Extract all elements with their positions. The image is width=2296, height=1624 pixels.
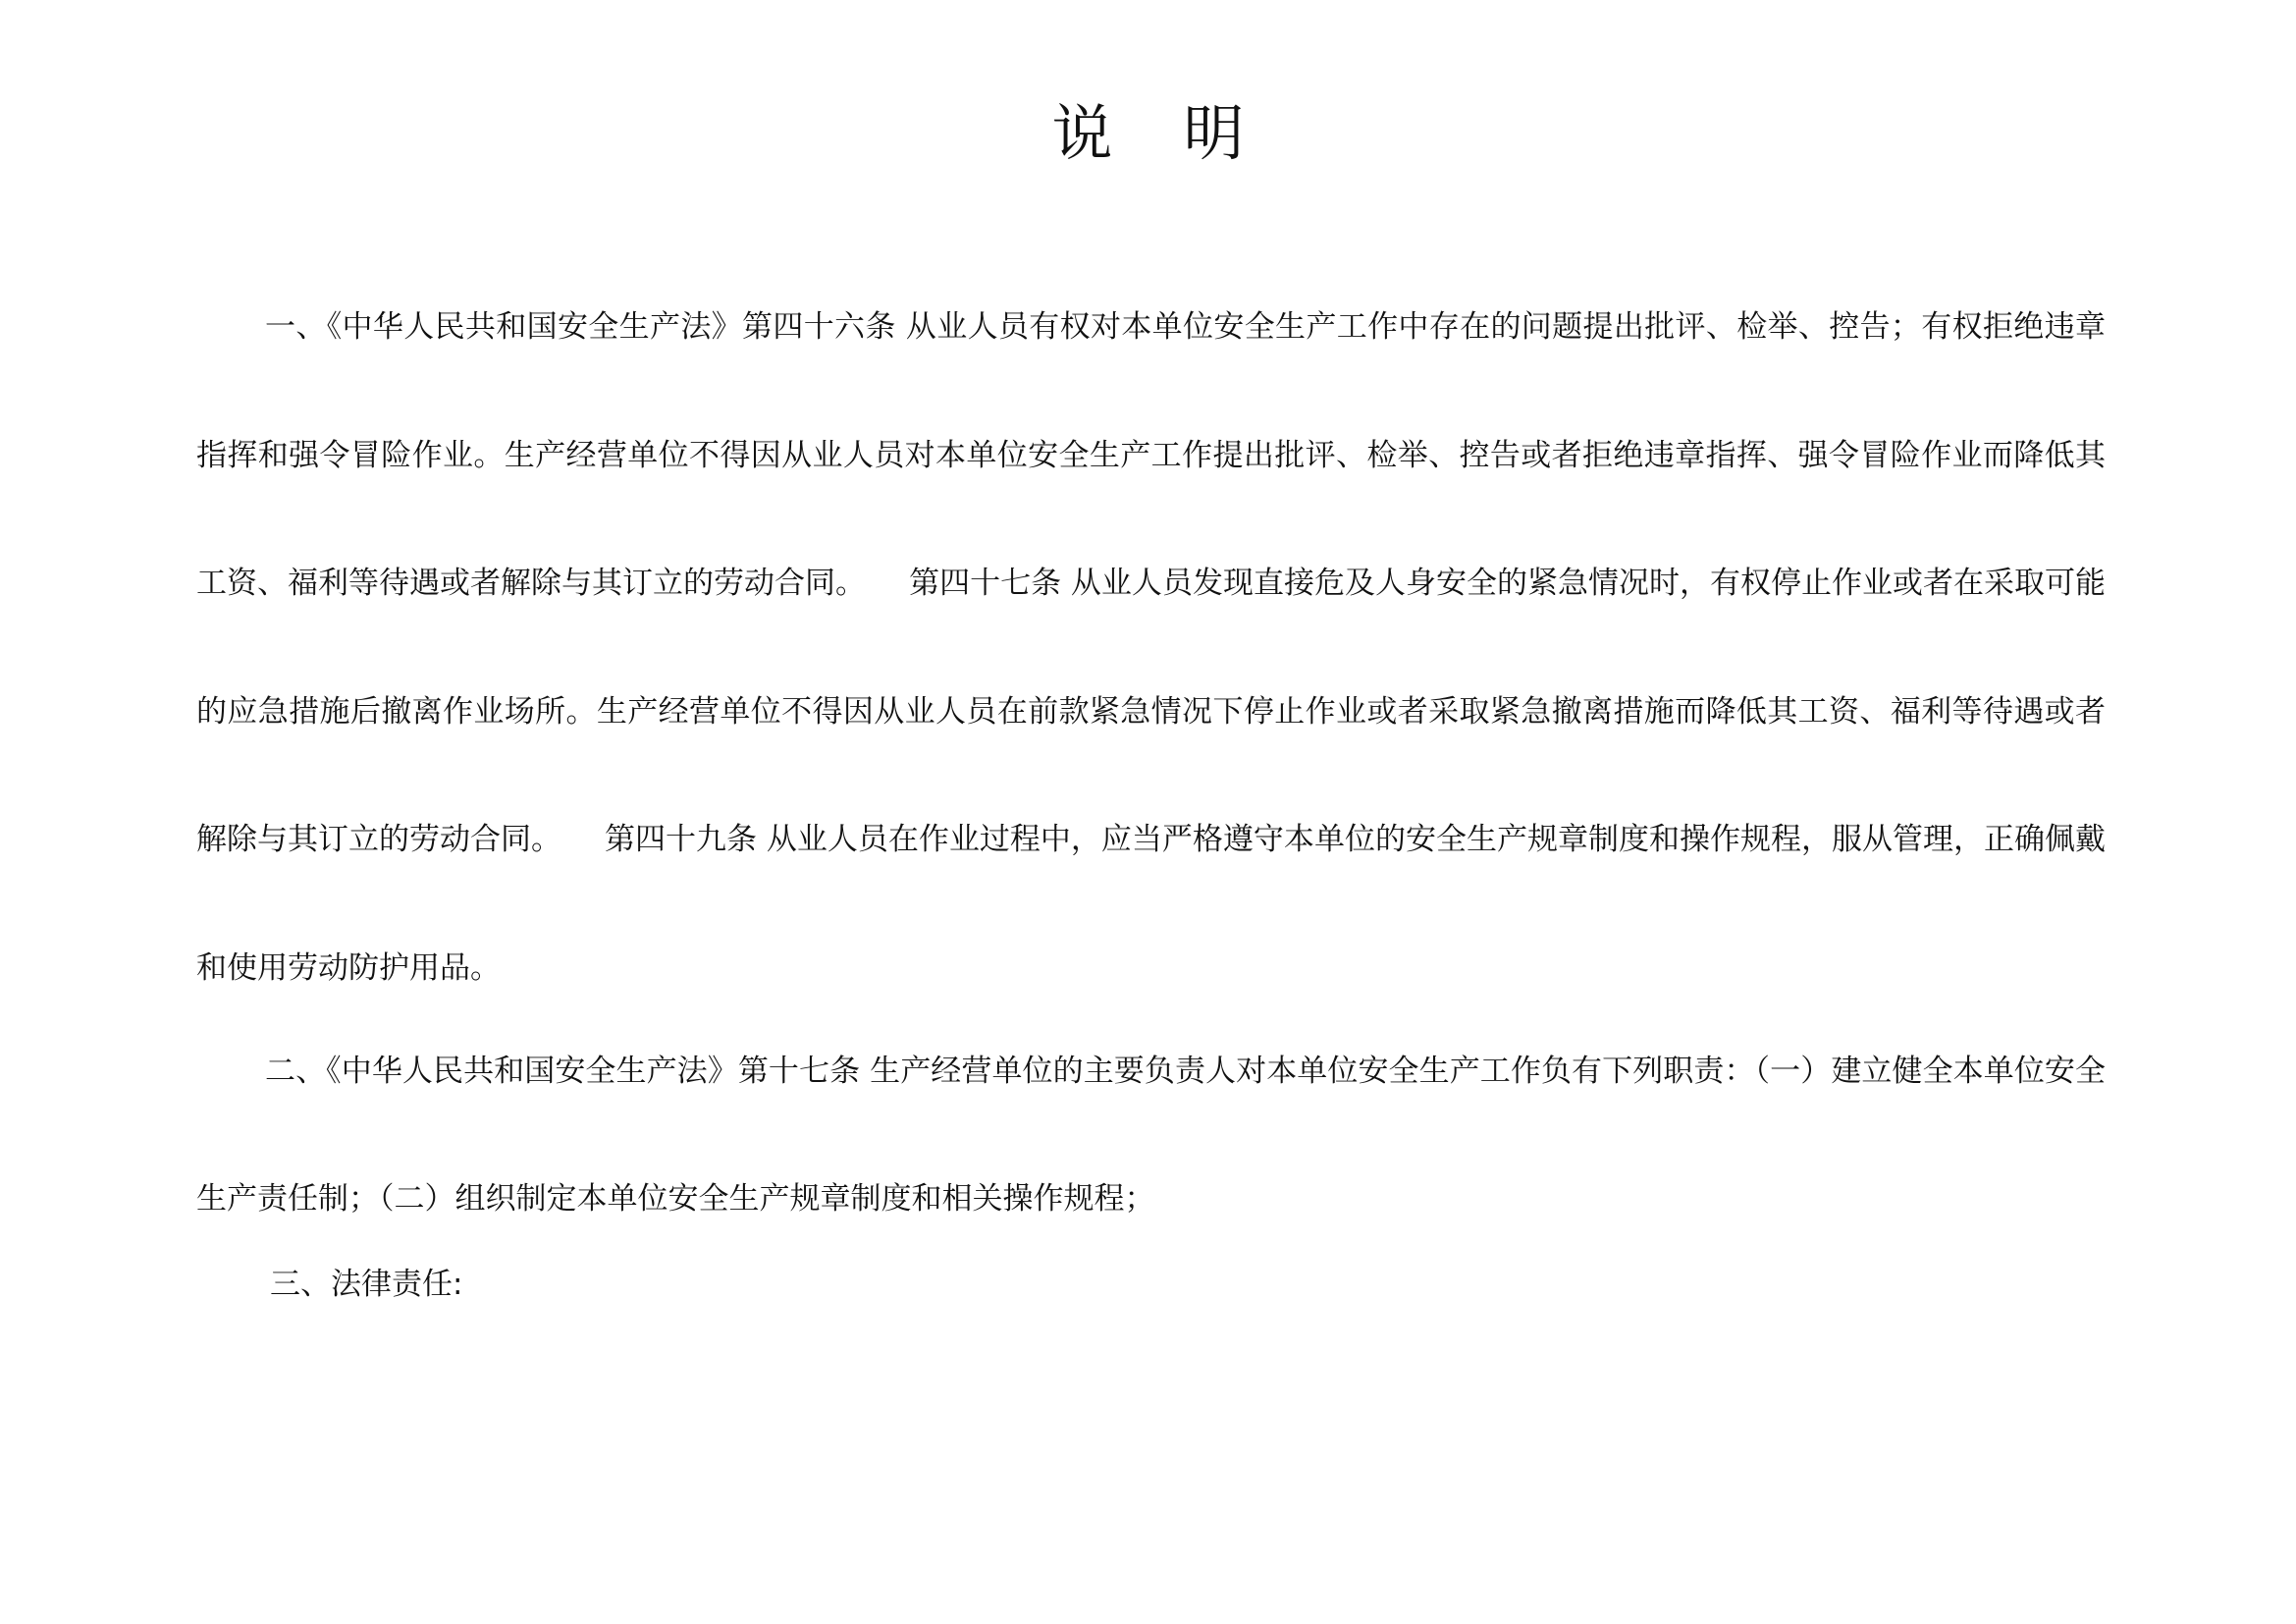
section-one-article-49: 第四十九条 从业人员在作业过程中，应当严格遵守本单位的安全生产规章制度和操作规程，服从管理，正确佩戴和使用劳动防护用品。: [196, 822, 2106, 986]
section-one-paragraph: [196, 263, 2106, 1032]
document-title: 说明: [1051, 97, 1315, 169]
section-two-paragraph: 二、《中华人民共和国安全生产法》第十七条 生产经营单位的主要负责人对本单位安全生产工作负有下列职责：（一）建立健全本单位安全生产责任制；（二）组织制定本单位安全生产规章制度和相关操作规程；: [196, 1054, 2106, 1217]
section-one-article-46: 一、《中华人民共和国安全生产法》第四十六条 从业人员有权对本单位安全生产工作中存在的问题提出批评、检举、控告；有权拒绝违章指挥和强令冒险作业。生产经营单位不得因从业人员对本单位安全生产工作提出批评、检举、控告或者拒绝违章指挥、强令冒险作业而降低其工资、福利等待遇或者解除与其订立的劳动合同。: [196, 309, 2106, 601]
section-one-article-47: 第四十七条 从业人员发现直接危及人身安全的紧急情况时，有权停止作业或者在采取可能的应急措施后撤离作业场所。生产经营单位不得因从业人员在前款紧急情况下停止作业或者采取紧急撤离措施而降低其工资、福利等待遇或者解除与其订立的劳动合同。: [196, 566, 2107, 857]
section-three-heading: 三、法律责任:: [270, 1267, 463, 1302]
